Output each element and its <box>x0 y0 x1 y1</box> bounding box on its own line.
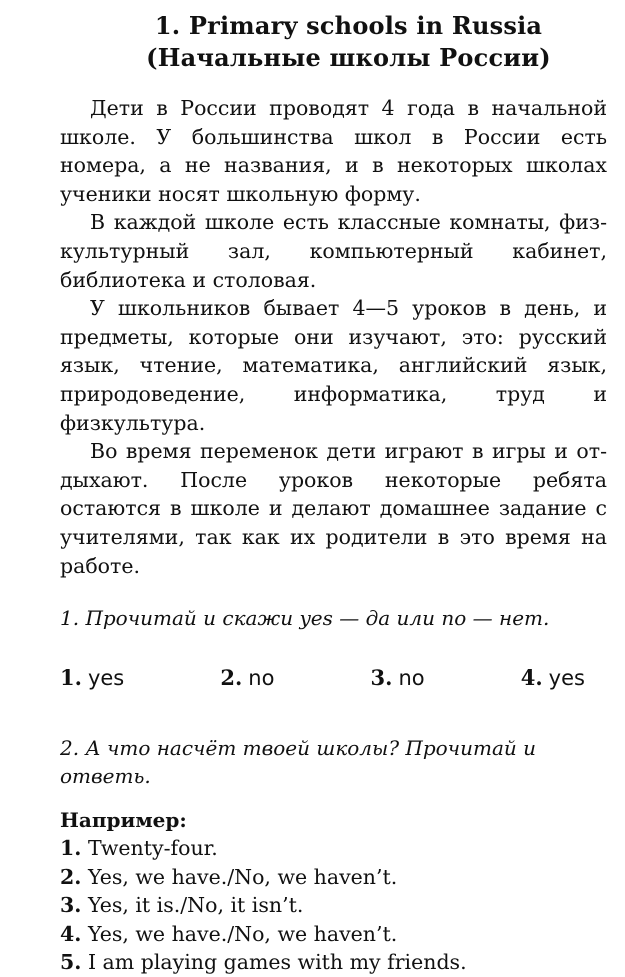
example-heading: Например: <box>60 808 187 833</box>
task-1-answers <box>60 664 607 692</box>
example-text: I am playing games with my friends. <box>87 950 467 975</box>
reading-text <box>60 94 607 580</box>
answer-number: 3. <box>370 665 393 691</box>
task-1-instruction: 1. Прочитай и скажи yes — да или no — нет. <box>60 606 550 631</box>
example-number: 4. <box>60 921 82 946</box>
answer-number: 2. <box>220 665 243 691</box>
paragraph-4: Во время переменок дети играют в игры и отдыхают. После уроков некоторые ребята остаются в школе и делают домашнее задание с учителями, так как их родители в это время на работе. <box>60 439 607 578</box>
example-number: 1. <box>60 836 82 861</box>
list-item <box>60 920 607 949</box>
answer-value: yes <box>548 666 585 691</box>
list-item <box>60 948 607 977</box>
answer-value: no <box>398 666 425 691</box>
list-item <box>60 891 607 920</box>
example-number: 3. <box>60 893 82 918</box>
page-title: 1. Primary schools in Russia <box>154 11 543 40</box>
example-text: Yes, we have./No, we haven’t. <box>87 864 398 889</box>
answer-number: 4. <box>520 665 543 691</box>
example-number: 2. <box>60 864 82 889</box>
example-text: Yes, we have./No, we haven’t. <box>87 921 398 946</box>
answer-item <box>60 664 124 692</box>
answer-item <box>371 664 425 692</box>
answer-number: 1. <box>60 665 82 691</box>
answer-value: no <box>248 666 275 691</box>
answer-item <box>220 664 274 692</box>
paragraph-1: Дети в России проводят 4 года в начальной школе. У большинства школ в России есть номера, а не названия, и в некоторых школах ученики носят школьную форму. <box>60 96 607 206</box>
answer-item <box>521 664 585 692</box>
answer-value: yes <box>87 666 125 691</box>
paragraph-3: У школьников бывает 4—5 уроков в день, и предметы, которые они изучают, это: русский язык, чтение, математика, английский язык, природоведение, информатика, труд и физкультура. <box>60 296 607 435</box>
example-text: Twenty-four. <box>87 836 218 861</box>
example-list <box>60 834 607 977</box>
list-item <box>60 863 607 892</box>
example-text: Yes, it is./No, it isn’t. <box>87 893 304 918</box>
example-number: 5. <box>60 950 82 975</box>
list-item <box>60 834 607 863</box>
page-subtitle: (Начальные школы России) <box>146 43 551 72</box>
paragraph-2: В каждой школе есть классные комнаты, физкультурный зал, компьютерный кабинет, библиотека и столовая. <box>60 210 607 292</box>
task-2-instruction: 2. А что насчёт твоей школы? Прочитай и ответь. <box>60 736 537 789</box>
